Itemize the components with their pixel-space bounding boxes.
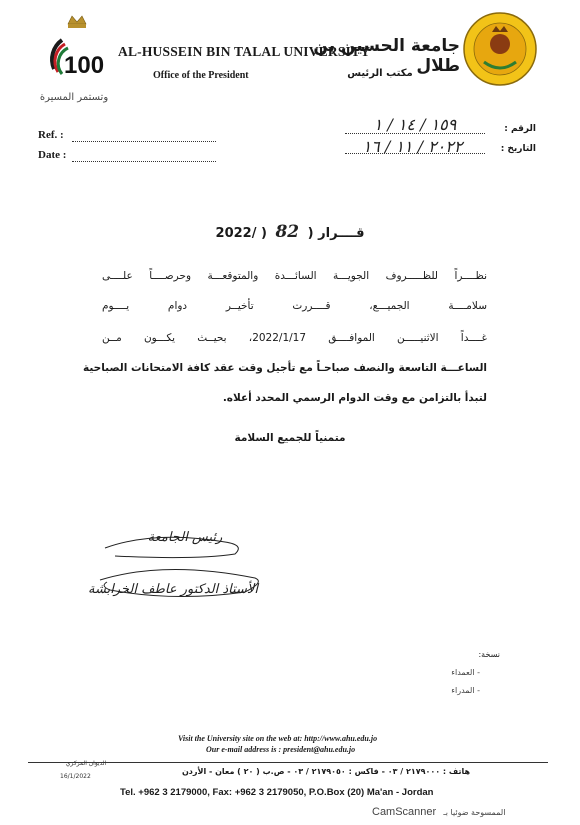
university-name-ar: جامعة الحسين بن طلال [313, 36, 460, 76]
scanner-label: الممسوحة ضوئيا بـ [443, 808, 506, 817]
body-line-1: نظــــراً للظـــــروف الجويـــة السائـــدة والمتوقعـــة وحرصــــاً علــــى [102, 270, 487, 282]
seal-emblem-icon [462, 10, 538, 88]
centenary-logo [40, 14, 115, 104]
ref-label-ar: الرقم : [504, 124, 536, 134]
signature-title: رئيس الجامعة [147, 530, 223, 545]
copies-label: نسخة: [478, 650, 500, 659]
body-line-5: لتبدأ بالتزامن مع وقت الدوام الرسمي المحدد أعلاه. [222, 392, 487, 404]
university-name-en: AL-HUSSEIN BIN TALAL UNIVERSITY [118, 44, 371, 59]
scanner-watermark [372, 806, 572, 822]
footer-email: Our e-mail address is : president@ahu.edu.jo [206, 745, 356, 754]
footer-website: Visit the University site on the web at: http://www.ahu.edu.jo [178, 734, 378, 743]
ref-line-en [72, 141, 216, 142]
office-name-ar: مكتب الرئيس [347, 68, 413, 79]
footer-file-date: 16/1/2022 [60, 773, 91, 780]
scanner-brand: CamScanner [372, 806, 437, 818]
footer-contact-ar: هاتف : ٢١٧٩٠٠٠ / ٠٣ - فاكس : ٢١٧٩٠٥٠ / ٠٣ - ص.ب ( ٢٠ ) معان - الأردن [181, 767, 470, 776]
copies-item-deans: - العمداء [451, 668, 480, 677]
office-name-en: Office of the President [153, 70, 249, 81]
decision-title-prefix: قــــرار ( [307, 226, 365, 241]
copies-item-directors: - المدراء [451, 686, 480, 695]
footer-file-label: الديوان المركزي [65, 760, 107, 767]
decision-number: 82 [275, 222, 300, 242]
body-line-2: سلامــــة الجميـــع، قــــررت تأخيــر دوام يــــوم [102, 300, 487, 312]
body-line-3: غــــداً الاثنيـــــن الموافــــق 2022/1/17، بحيــث يكـــون مــن [102, 332, 488, 344]
ref-value-handwritten: ١٥٩ / ١٤ / ١ [373, 115, 457, 134]
date-value-handwritten: ٢٠٢٢ / ١١ / ١٦ [362, 137, 463, 156]
decision-title-suffix: 2022/ ) [215, 226, 267, 241]
footer-contact-en: Tel. +962 3 2179000, Fax: +962 3 2179050, P.O.Box (20) Ma'an - Jordan [120, 787, 434, 798]
closing-line: متمنياً للجميع السلامة [234, 432, 346, 444]
ref-label-en: Ref. : [38, 129, 64, 141]
centenary-slogan: وتستمر المسيرة [39, 92, 109, 103]
centenary-number: 100 [64, 52, 105, 79]
signature-name: الأستاذ الدكتور عاطف الخرابشة [88, 582, 258, 597]
decision-title [205, 222, 375, 242]
date-line-en [72, 161, 216, 162]
body-line-4: الساعـــة التاسعة والنصف صباحـاً مع تأجيل وقت عقد كافة الامتحانات الصباحية [83, 362, 487, 374]
date-label-ar: التاريخ : [500, 144, 536, 154]
university-seal [462, 10, 538, 88]
date-label-en: Date : [38, 149, 67, 161]
